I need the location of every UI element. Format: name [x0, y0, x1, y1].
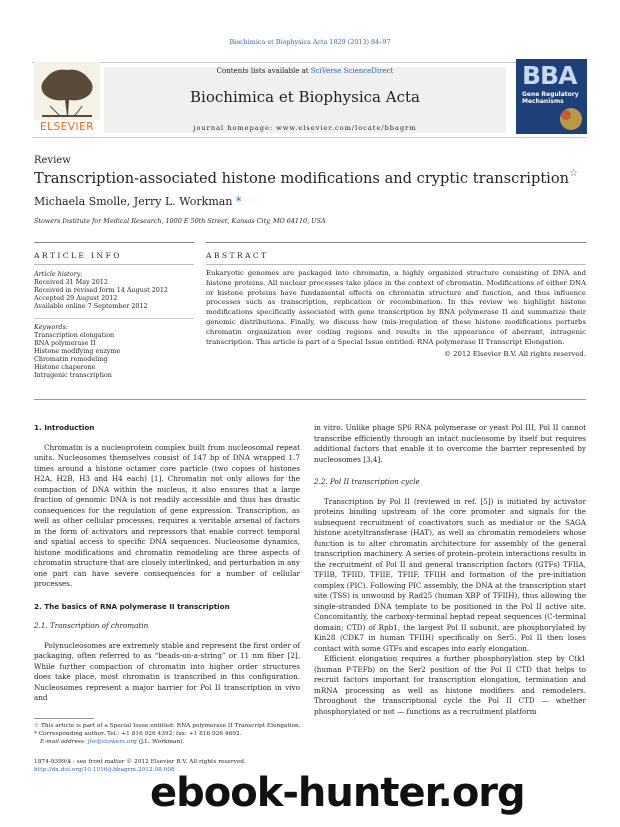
body-column-right	[314, 423, 586, 717]
article-authors	[34, 195, 241, 208]
abstract-text: Eukaryotic genomes are packaged into chromatin, a highly organized structure consisting of DNA and histone proteins. All nuclear processes take place in the context of chromatin. Modifications of either DNA or histone proteins have fundamental effects on chromatin structure and function, and thus influence processes such as transcription, replication or recombination. In this review we highlight histone modifications specifically associated with gene transcription by RNA polymerase II and summarize their genomic distributions. Finally, we discuss how (mis-)regulation of these histone modifications perturbs chromatin organization over coding regions and results in the appearance of aberrant, intragenic transcription. This article is part of a Special Issue entitled: RNA polymerase II Transcript Elongation.	[206, 269, 586, 346]
watermark: ebook-hunter.org	[150, 770, 525, 816]
divider	[34, 399, 586, 400]
corresponding-author-marker[interactable]: *	[235, 195, 242, 208]
elsevier-wordmark: ELSEVIER	[40, 121, 94, 133]
paragraph: Polynucleosomes are extremely stable and represent the first order of packaging, often referred to as “beads-on-a-string” or 11 nm fiber [2]. While further compaction of chromatin into higher order structures does take place, most chromatin is transcribed in this configuration. Nucleosomes represent a major barrier for Pol II transcription in vivo and	[34, 640, 300, 702]
journal-homepage[interactable]: journal homepage: www.elsevier.com/locate/bbagrm	[193, 124, 417, 132]
title-footnote-marker[interactable]: ☆	[569, 168, 578, 179]
history-item: Accepted 29 August 2012	[34, 294, 118, 302]
keyword: RNA polymerase II	[34, 339, 96, 347]
paragraph: Efficient elongation requires a further phosphorylation step by Ctk1 (human P-TEFb) on the Ser2 position of the Pol II CTD that helps to recruit factors important for transcription elongation, termination and mRNA processing as well as histone modifiers and remodelers. Throughout the transcriptional cycle the Pol II CTD — whether phosphorylated or not — functions as a recruitment platform	[314, 654, 586, 716]
keyword: Chromatin remodeling	[34, 355, 108, 363]
keyword: Transcription elongation	[34, 331, 115, 339]
history-item: Received 31 May 2012	[34, 278, 108, 286]
contents-prefix: Contents lists available at	[216, 67, 311, 75]
keywords-label: Keywords:	[34, 323, 68, 331]
elsevier-logo	[32, 60, 102, 134]
article-type: Review	[34, 155, 71, 166]
doi-link[interactable]: http://dx.doi.org/10.1016/j.bbagrm.2012.08.008	[34, 767, 175, 773]
body-column-left	[34, 423, 300, 704]
subsection-heading: 2.1. Transcription of chromatin	[34, 621, 149, 630]
abstract-copyright: © 2012 Elsevier B.V. All rights reserved.	[444, 350, 586, 358]
footnote: * Corresponding author. Tel.: +1 816 926 4392; fax: +1 816 926 4692.	[34, 731, 242, 737]
article-info-heading: ARTICLE INFO	[34, 251, 122, 260]
journal-name: Biochimica et Biophysica Acta	[190, 88, 420, 106]
history-item: Received in revised form 14 August 2012	[34, 286, 168, 294]
article-title-text: Transcription-associated histone modifications and cryptic transcription	[34, 170, 570, 187]
sciencedirect-link[interactable]: SciVerse ScienceDirect	[310, 67, 394, 75]
cover-graphic-icon	[556, 105, 586, 133]
contents-line	[104, 67, 506, 75]
keyword: Intragenic transcription	[34, 371, 112, 379]
journal-citation[interactable]: Biochimica et Biophysica Acta 1829 (2013) 84–97	[229, 38, 391, 46]
footnote-divider	[34, 718, 94, 719]
email-suffix: (J.L. Workman).	[136, 739, 185, 745]
history-item: Available online 7 September 2012	[34, 302, 148, 310]
divider	[34, 242, 194, 243]
keyword: Histone chaperone	[34, 363, 96, 371]
paragraph: Chromatin is a nucleoprotein complex built from nucleosomal repeat units. Nucleosomes themselves consist of 147 bp of DNA wrapped 1.7 times around a histone octamer core particle (two copies of histones H2A, H2B, H3 and H4 each) [1]. Chromatin not only allows for the compaction of DNA within the nucleus, it also ensures that a large fraction of genomic DNA is not readily accessible and thus has drastic consequences for the regulation of gene expression. Transcription, as well as other cellular processes, requires a veritable arsenal of factors in the form of activators and repressors that enable correct temporal and spatial access to specific DNA sequences. Nucleosome dynamics, histone modifications and chromatin remodeling are three aspects of chromatin structure that are closely interlinked, and perturbation in any one part can have severe consequences for a number of cellular processes.	[34, 442, 300, 588]
subsection-heading: 2.2. Pol II transcription cycle	[314, 477, 420, 486]
email-label: E-mail address:	[40, 739, 88, 745]
journal-cover	[516, 59, 587, 134]
section-heading: 1. Introduction	[34, 423, 95, 432]
divider	[34, 264, 194, 265]
divider	[206, 242, 586, 243]
section-heading: 2. The basics of RNA polymerase II transcription	[34, 601, 230, 611]
cover-title: BBA	[522, 61, 577, 90]
author-affiliation: Stowers Institute for Medical Research, 1000 E 50th Street, Kansas City, MO 64110, USA	[34, 217, 326, 225]
divider	[34, 318, 194, 319]
abstract-heading: ABSTRACT	[206, 251, 269, 260]
keywords	[34, 323, 194, 379]
article-history	[34, 270, 194, 310]
paragraph: in vitro. Unlike phage SP6 RNA polymerase or yeast Pol III, Pol II cannot transcribe efficiently through an intact nucleosome by itself but requires additional factors that enable it to overcome the barrier represented by nucleosomes [3,4].	[314, 423, 586, 464]
history-label: Article history:	[34, 270, 83, 278]
article-title	[34, 170, 594, 187]
issn-line: 1874-9399/$ - see front matter © 2012 Elsevier B.V. All rights reserved.	[34, 759, 246, 765]
footnote	[34, 738, 304, 746]
paragraph: Transcription by Pol II (reviewed in ref. [5]) is initiated by activator proteins binding upstream of the core promoter and signals for the subsequent recruitment of coactivators such as mediator or the SAGA histone acetyltransferase (HAT), as well as chromatin remodelers whose function is to alter chromatin architecture for assembly of the general transcription machinery. A series of protein–protein interactions results in the recruitment of Pol II and general transcription factors (GTFs) TFIIA, TFIIB, TFIID, TFIIE, TFIIF, TFIIH and formation of the pre-initiation complex (PIC). Following PIC assembly, the DNA at the transcription start site (TSS) is unwound by Rad25 (human XBP of TFIIH), thus allowing the single-stranded DNA template to be positioned in the Pol II active site. Concomitantly, the carboxy-terminal heptad repeat sequences (C-terminal domain; CTD) of Rpb1, the largest Pol II subunit, are phosphorylated by Kin28 (CDK7 in human TFIIH) specifically on Ser5. Pol II then loses contact with some GTFs and escapes into early elongation.	[314, 496, 586, 653]
cover-subtitle: Gene Regulatory Mechanisms	[522, 91, 579, 105]
author-names: Michaela Smolle, Jerry L. Workman	[34, 195, 233, 208]
footnote: ☆ This article is part of a Special Issue entitled: RNA polymerase II Transcript Elongation.	[34, 723, 301, 729]
keyword: Histone modifying enzyme	[34, 347, 121, 355]
divider	[206, 264, 586, 265]
footnotes	[34, 722, 304, 746]
email-link[interactable]: jlw@stowers.org	[87, 739, 137, 745]
